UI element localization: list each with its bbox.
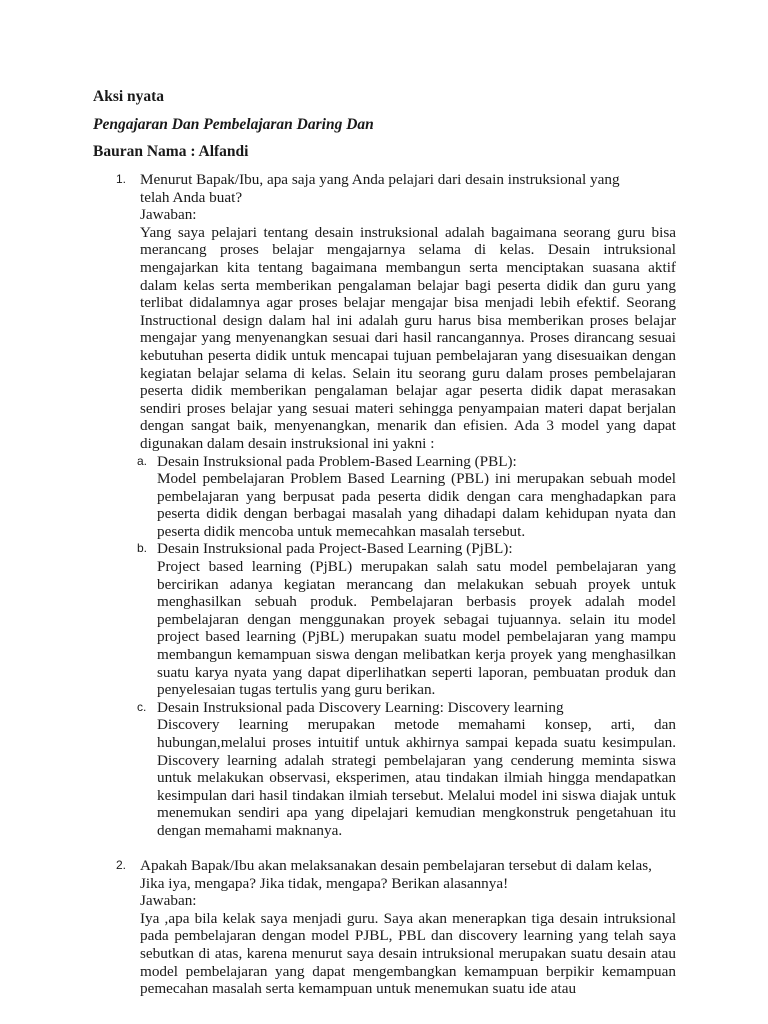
question-2-answer: Iya ,apa bila kelak saya menjadi guru. Saya akan menerapkan tiga desain intruksional pada pembelajaran dengan model PJBL, PBL dan discovery learning yang telah saya sebutkan di atas, karena menurut saya desain intruksional merupakan suatu desain atau model pembelajaran yang dapat mengembangkan kemampuan berpikir kemampuan pemecahan masalah serta kemampuan untuk menemukan suatu ide atau: [140, 909, 676, 998]
question-2-text-line1: Apakah Bapak/Ibu akan melaksanakan desain pembelajaran tersebut di dalam kelas,: [140, 857, 652, 874]
question-2-answer-label: Jawaban:: [140, 892, 197, 910]
question-2-number: 2.: [116, 858, 127, 872]
list-item-a-body: Model pembelajaran Problem Based Learning (PBL) ini merupakan sebuah model pembelajaran yang berpusat pada peserta didik dengan cara menghadapkan para peserta didik dengan berbagai masalah yang dihadapi dalam kehidupan nyata dan peserta didik mencoba untuk memecahkan masalah tersebut.: [157, 470, 676, 540]
list-item-b: [137, 540, 676, 699]
question-1-answer-label: Jawaban:: [140, 206, 197, 224]
list-item-a: [137, 452, 676, 541]
question-2-text-line2: Jika iya, mengapa? Jika tidak, mengapa? Berikan alasannya!: [140, 874, 509, 892]
question-1: [116, 171, 676, 840]
list-item-c-title: Desain Instruksional pada Discovery Learning: Discovery learning: [157, 698, 564, 716]
question-2: [116, 857, 676, 998]
list-item-c-body: Discovery learning merupakan metode memahami konsep, arti, dan hubungan,melalui proses intuitif untuk akhirnya sampai kepada suatu kesimpulan. Discovery learning adalah strategi pembelajaran yang cenderung meminta siswa untuk melakukan observasi, eksperimen, atau tindakan ilmiah hingga mendapatkan kesimpulan dari hasil tindakan ilmiah tersebut. Melalui model ini siswa diajak untuk menemukan sendiri apa yang dipelajari kemudian mengkonstruk pengetahuan itu dengan memahami maknanya.: [157, 716, 676, 839]
list-item-a-title: Desain Instruksional pada Problem-Based Learning (PBL):: [157, 452, 517, 470]
list-item-b-title: Desain Instruksional pada Project-Based Learning (PjBL):: [157, 540, 513, 558]
question-1-text-line2: telah Anda buat?: [140, 188, 243, 206]
list-item-b-letter: b.: [137, 541, 148, 556]
document-subtitle: Pengajaran Dan Pembelajaran Daring Dan: [93, 116, 374, 133]
document-title: Aksi nyata: [93, 88, 165, 105]
list-item-a-letter: a.: [137, 453, 148, 468]
question-1-text-line1: Menurut Bapak/Ibu, apa saja yang Anda pelajari dari desain instruksional yang: [140, 171, 620, 188]
list-item-c-letter: c.: [137, 699, 147, 714]
list-item-b-body: Project based learning (PjBL) merupakan salah satu model pembelajaran yang bercirikan adanya kegiatan merancang dan melakukan sebuah proyek untuk menghasilkan sebuah produk. Pembelajaran berbasis proyek adalah model pembelajaran dengan menggunakan proyek sebagai tujuannya. selain itu model project based learning (PjBL) merupakan suatu model pembelajaran yang mampu membangun kemampuan siswa dengan melibatkan kerja proyek yang menghasilkan suatu karya nyata yang dapat diperlihatkan seperti laporan, pembuatan produk dan penyelesaian tugas tertulis yang guru berikan.: [157, 558, 676, 699]
list-item-c: [137, 698, 676, 840]
author-line: Bauran Nama : Alfandi: [93, 143, 249, 160]
question-1-number: 1.: [116, 172, 127, 186]
question-1-answer: Yang saya pelajari tentang desain instruksional adalah bagaimana seorang guru bisa merancang proses belajar mengajarnya selama di kelas. Desain intruksional mengajarkan kita tentang bagaimana membangun serta menciptakan suasana aktif dalam kelas serta memberikan pengalaman belajar bagi peserta didik dan guru yang terlibat didalamnya agar proses belajar mengajar bisa menjadi lebih efektif. Seorang Instructional design dalam hal ini adalah guru harus bisa memberikan proses belajar mengajar yang menyenangkan sesuai dari hasil rancangannya. Proses dirancang sesuai kebutuhan peserta didik untuk mencapai tujuan pembelajaran yang disesuaikan dengan kegiatan belajar selama di kelas. Selain itu seorang guru dalam proses pembelajaran peserta didik memberikan pengalaman belajar agar peserta didik dapat merasakan sendiri proses belajar yang sesuai materi sehingga penyampaian materi dapat berjalan dengan sangat baik, menyenangkan, menarik dan efisien. Ada 3 model yang dapat digunakan dalam desain instruksional ini yakni :: [140, 223, 676, 452]
